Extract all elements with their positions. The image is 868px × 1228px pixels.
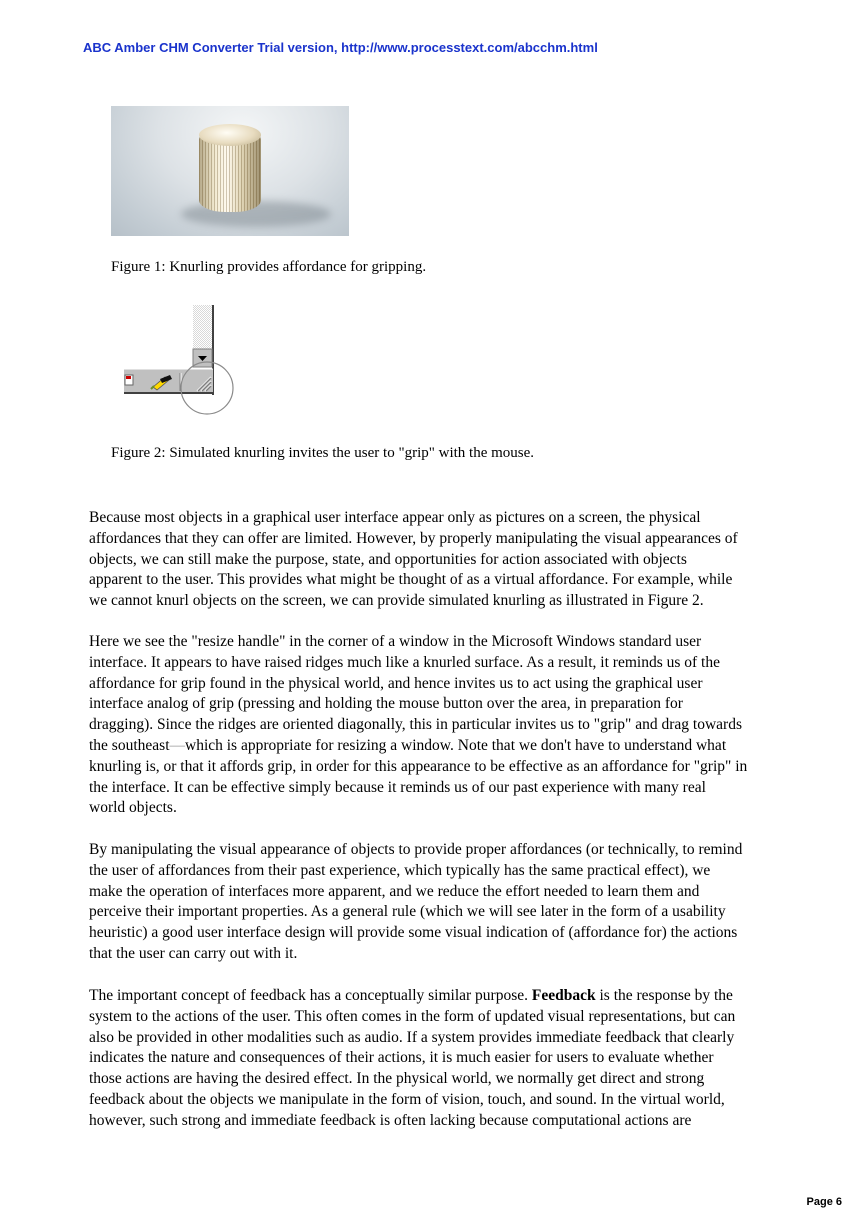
text-line: however, such strong and immediate feedback is often lacking because computational actions are (89, 1111, 692, 1129)
text-line: system to the actions of the user. This often comes in the form of updated visual representations, but can (89, 1007, 736, 1025)
doc-icon-mark (126, 376, 131, 379)
feedback-term: Feedback (531, 987, 596, 1004)
figure-2-caption: Figure 2: Simulated knurling invites the user to "grip" with the mouse. (111, 445, 535, 461)
text-line: perceive their important properties. As a general rule (which we will see later in the form of a usability (89, 903, 726, 921)
figure-1-caption: Figure 1: Knurling provides affordance for gripping. (111, 259, 427, 275)
text-line: dragging). Since the ridges are oriented diagonally, this in particular invites us to "grip" and drag towards (89, 716, 743, 734)
text-line (89, 736, 779, 757)
text-line: affordance for grip found in the physical world, and hence invites us to act using the graphical user (89, 674, 703, 692)
text-segment: The important concept of feedback has a conceptually similar purpose. (89, 987, 532, 1004)
text-line: those actions are having the desired effect. In the physical world, we normally get direct and strong (89, 1070, 705, 1088)
text-line: knurling is, or that it affords grip, in order for this appearance to be effective as an affordance for "grip" in (89, 757, 748, 775)
paragraph-visual-appearance (89, 840, 779, 965)
trial-banner: ABC Amber CHM Converter Trial version, http://www.processtext.com/abcchm.html (83, 40, 598, 55)
text-segment: which is appropriate for resizing a window. Note that we don't have to understand what (185, 736, 727, 754)
resize-handle-illustration (120, 303, 250, 415)
text-line: objects, we can still make the purpose, state, and opportunities for action associated with objects (89, 550, 687, 568)
text-line: also be provided in other modalities such as audio. If a system provides immediate feedback that clearly (89, 1028, 735, 1046)
paragraph-virtual-affordance (89, 508, 779, 612)
text-line (89, 986, 779, 1007)
text-line: world objects. (89, 799, 177, 817)
text-line: interface analog of grip (pressing and holding the mouse button over the area, in preparation for (89, 695, 683, 713)
text-line: we cannot knurl objects on the screen, we can provide simulated knurling as illustrated in Figure 2. (89, 592, 704, 610)
text-line: feedback about the objects we manipulate in the form of vision, touch, and sound. In the virtual world, (89, 1090, 725, 1108)
em-dash: — (169, 736, 185, 754)
text-line: Here we see the "resize handle" in the corner of a window in the Microsoft Windows standard user (89, 633, 702, 650)
text-line: interface. It appears to have raised ridges much like a knurled surface. As a result, it reminds us of the (89, 653, 720, 671)
text-line: the user of affordances from their past experience, which typically has the same practical effect), we (89, 861, 711, 879)
text-line: affordances that they can offer are limited. However, by properly manipulating the visual appearances of (89, 529, 738, 547)
knurled-knob-photo (111, 106, 349, 236)
text-line: the interface. It can be effective simply because it reminds us of our past experience with many real (89, 778, 706, 796)
knob-top (199, 124, 261, 146)
text-line: Because most objects in a graphical user interface appear only as pictures on a screen, the physical (89, 509, 701, 526)
text-segment: is the response by the (595, 987, 733, 1004)
text-line: indicates the nature and consequences of their actions, it is much easier for users to evaluate whether (89, 1049, 714, 1067)
text-line: make the operation of interfaces more apparent, and we reduce the effort needed to learn them and (89, 882, 700, 900)
text-line: that the user can carry out with it. (89, 944, 298, 962)
text-segment: the southeast (89, 736, 170, 754)
paragraph-feedback (89, 986, 779, 1132)
scrollbar-texture (193, 305, 213, 349)
text-line: apparent to the user. This provides what might be thought of as a virtual affordance. For example, while (89, 571, 733, 589)
page-number: Page 6 (806, 1196, 842, 1208)
paragraph-resize-handle (89, 632, 779, 819)
text-line: heuristic) a good user interface design will provide some visual indication of (affordance for) the actions (89, 924, 738, 942)
text-line: By manipulating the visual appearance of objects to provide proper affordances (or technically, to remind (89, 841, 743, 858)
